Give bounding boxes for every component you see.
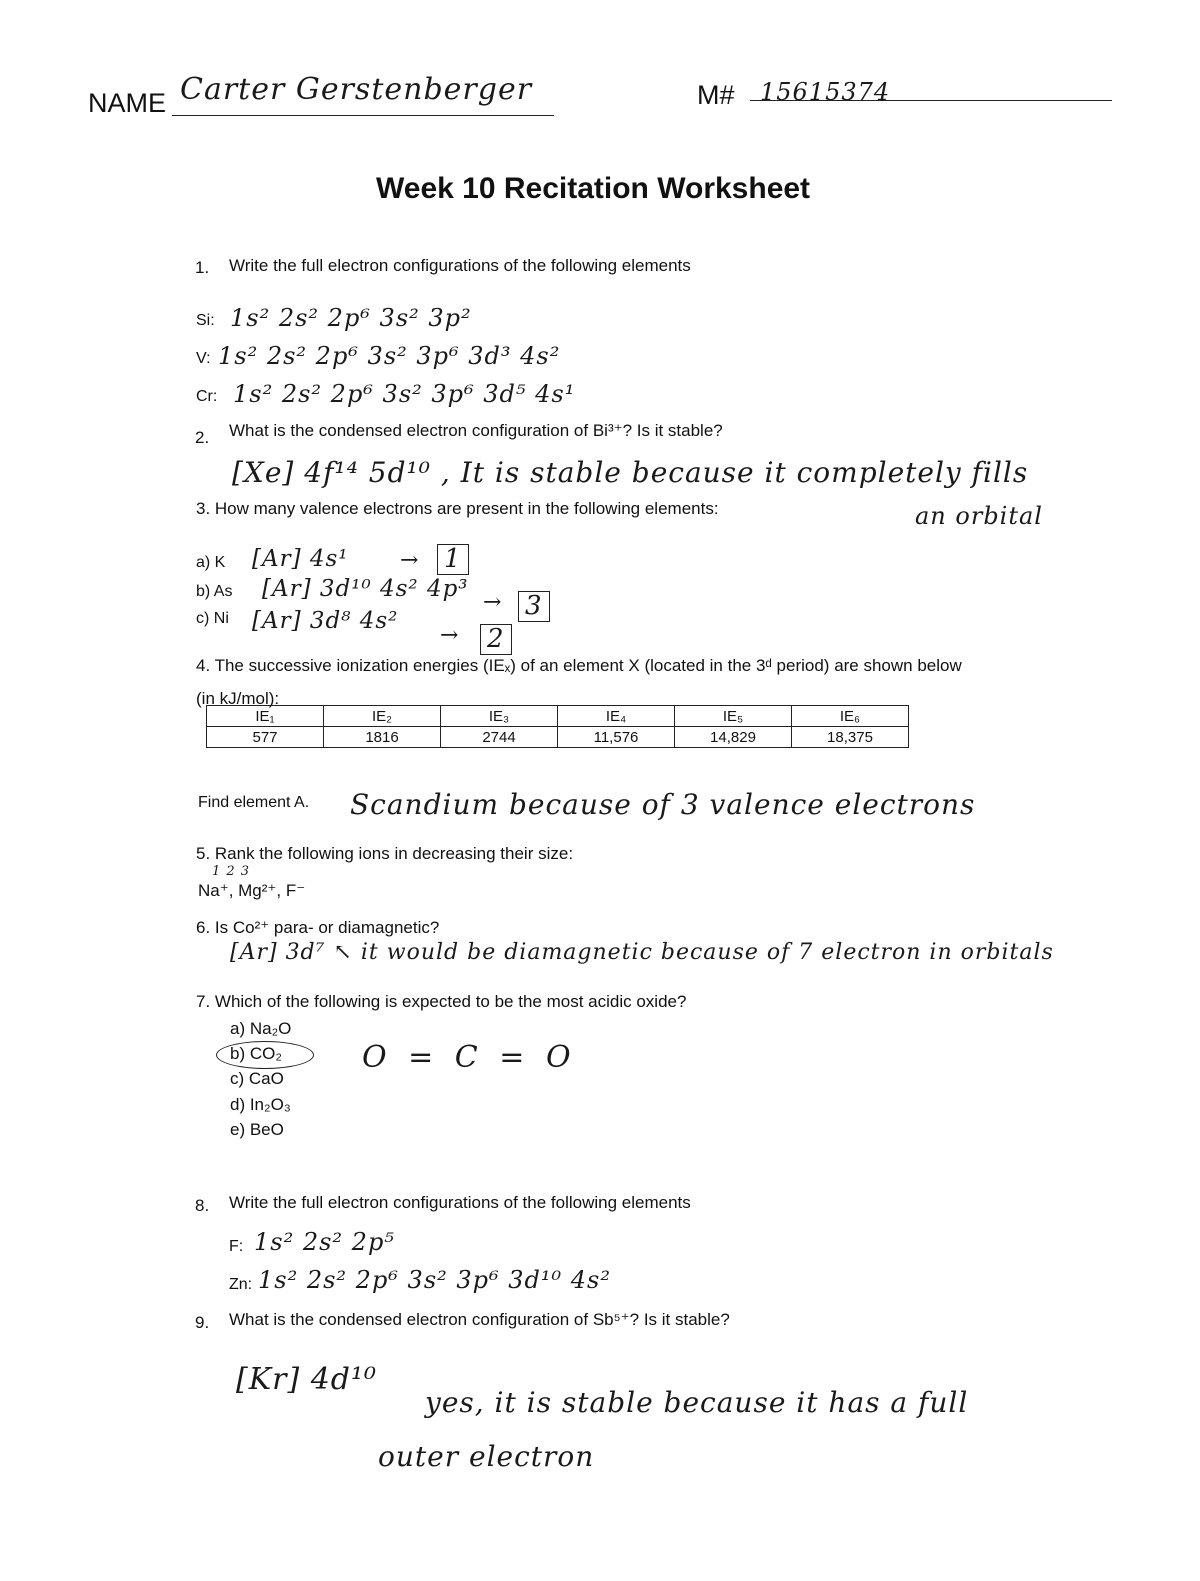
q3-a-arrow: → xyxy=(400,548,420,573)
q9-answer-config: [Kr] 4d¹⁰ xyxy=(236,1362,378,1397)
q1-cr-answer: 1s² 2s² 2p⁶ 3s² 3p⁶ 3d⁵ 4s¹ xyxy=(233,380,576,408)
q1-prompt: Write the full electron configurations of the following elements xyxy=(229,256,691,275)
ie-header-2: IE₂ xyxy=(324,706,441,727)
q4-prompt-line2: (in kJ/mol): xyxy=(196,689,280,708)
q3-c-config: [Ar] 3d⁸ 4s² xyxy=(252,608,399,634)
ie-value-1: 577 xyxy=(207,727,324,748)
q7-prompt: 7. Which of the following is expected to be the most acidic oxide? xyxy=(196,992,687,1011)
q3-c-arrow: → xyxy=(440,623,460,648)
q2-prompt: What is the condensed electron configuration of Bi³⁺? Is it stable? xyxy=(229,421,723,440)
m-number-label: M# xyxy=(697,80,735,110)
q8-prompt: Write the full electron configurations of the following elements xyxy=(229,1193,691,1212)
q3-b-answer: 3 xyxy=(518,591,550,622)
q7-option-a: a) Na₂O xyxy=(230,1019,292,1038)
q8-zn-answer: 1s² 2s² 2p⁶ 3s² 3p⁶ 3d¹⁰ 4s² xyxy=(258,1266,611,1294)
m-number-underline xyxy=(750,100,1112,101)
q8-number: 8. xyxy=(195,1196,210,1215)
ie-header-6: IE₆ xyxy=(792,706,909,727)
q3-a-answer: 1 xyxy=(437,544,469,575)
ie-value-2: 1816 xyxy=(324,727,441,748)
ie-header-4: IE₄ xyxy=(558,706,675,727)
q7-answer-circle xyxy=(216,1041,314,1069)
q3-a-label: a) K xyxy=(196,554,226,571)
ie-header-5: IE₅ xyxy=(675,706,792,727)
q2-answer-line2: an orbital xyxy=(915,502,1043,530)
q1-v-answer: 1s² 2s² 2p⁶ 3s² 3p⁶ 3d³ 4s² xyxy=(218,342,561,370)
m-number-value: 15615374 xyxy=(760,78,891,106)
q4-find-label: Find element A. xyxy=(198,794,310,811)
ie-value-5: 14,829 xyxy=(675,727,792,748)
q8-zn-label: Zn: xyxy=(229,1276,253,1293)
q9-number: 9. xyxy=(195,1313,210,1332)
q6-prompt: 6. Is Co²⁺ para- or diamagnetic? xyxy=(196,918,440,937)
q3-b-label: b) As xyxy=(196,583,233,600)
ie-value-6: 18,375 xyxy=(792,727,909,748)
q3-c-answer: 2 xyxy=(480,624,512,655)
q5-prompt: 5. Rank the following ions in decreasing their size: xyxy=(196,844,574,863)
ie-value-3: 2744 xyxy=(441,727,558,748)
q5-ions: Na⁺, Mg²⁺, F⁻ xyxy=(198,881,306,900)
q3-a-config: [Ar] 4s¹ xyxy=(252,546,349,572)
q3-b-arrow: → xyxy=(483,590,503,615)
q3-prompt: 3. How many valence electrons are present in the following elements: xyxy=(196,499,719,518)
q1-number: 1. xyxy=(195,258,210,277)
name-label: NAME xyxy=(88,88,167,118)
q3-b-config: [Ar] 3d¹⁰ 4s² 4p³ xyxy=(262,576,469,602)
ie-value-4: 11,576 xyxy=(558,727,675,748)
q3-c-label: c) Ni xyxy=(196,610,229,627)
ie-value-row xyxy=(207,727,909,748)
q5-ranks: 1 2 3 xyxy=(212,864,251,879)
q9-prompt: What is the condensed electron configuration of Sb⁵⁺? Is it stable? xyxy=(229,1310,730,1329)
q6-answer: [Ar] 3d⁷ ↖ it would be diamagnetic because of 7 electron in orbitals xyxy=(230,940,1054,965)
q1-v-label: V: xyxy=(196,350,211,367)
ie-header-row xyxy=(207,706,909,727)
q1-cr-label: Cr: xyxy=(196,388,218,405)
q9-answer-line2: outer electron xyxy=(378,1440,595,1473)
ie-header-1: IE₁ xyxy=(207,706,324,727)
q8-f-label: F: xyxy=(229,1238,244,1255)
q7-lewis-structure: O = C = O xyxy=(362,1040,577,1075)
q2-answer: [Xe] 4f¹⁴ 5d¹⁰ , It is stable because it completely fills xyxy=(232,456,1029,489)
page-title: Week 10 Recitation Worksheet xyxy=(376,172,811,205)
q4-answer: Scandium because of 3 valence electrons xyxy=(350,788,976,821)
name-underline xyxy=(172,115,554,116)
q1-si-answer: 1s² 2s² 2p⁶ 3s² 3p² xyxy=(230,304,472,332)
q8-f-answer: 1s² 2s² 2p⁵ xyxy=(254,1228,395,1256)
q4-prompt-line1: 4. The successive ionization energies (IEₓ) of an element X (located in the 3ᵈ period) are shown below xyxy=(196,656,962,675)
q7-option-b: b) CO₂ xyxy=(230,1044,282,1063)
q1-si-label: Si: xyxy=(196,312,215,329)
q9-answer-line1: yes, it is stable because it has a full xyxy=(425,1386,969,1419)
q2-number: 2. xyxy=(195,428,210,447)
ionization-energy-table xyxy=(206,705,909,748)
q7-option-e: e) BeO xyxy=(230,1120,284,1139)
ie-header-3: IE₃ xyxy=(441,706,558,727)
q7-option-c: c) CaO xyxy=(230,1069,284,1088)
q7-option-d: d) In₂O₃ xyxy=(230,1095,291,1114)
name-value: Carter Gerstenberger xyxy=(180,72,533,107)
